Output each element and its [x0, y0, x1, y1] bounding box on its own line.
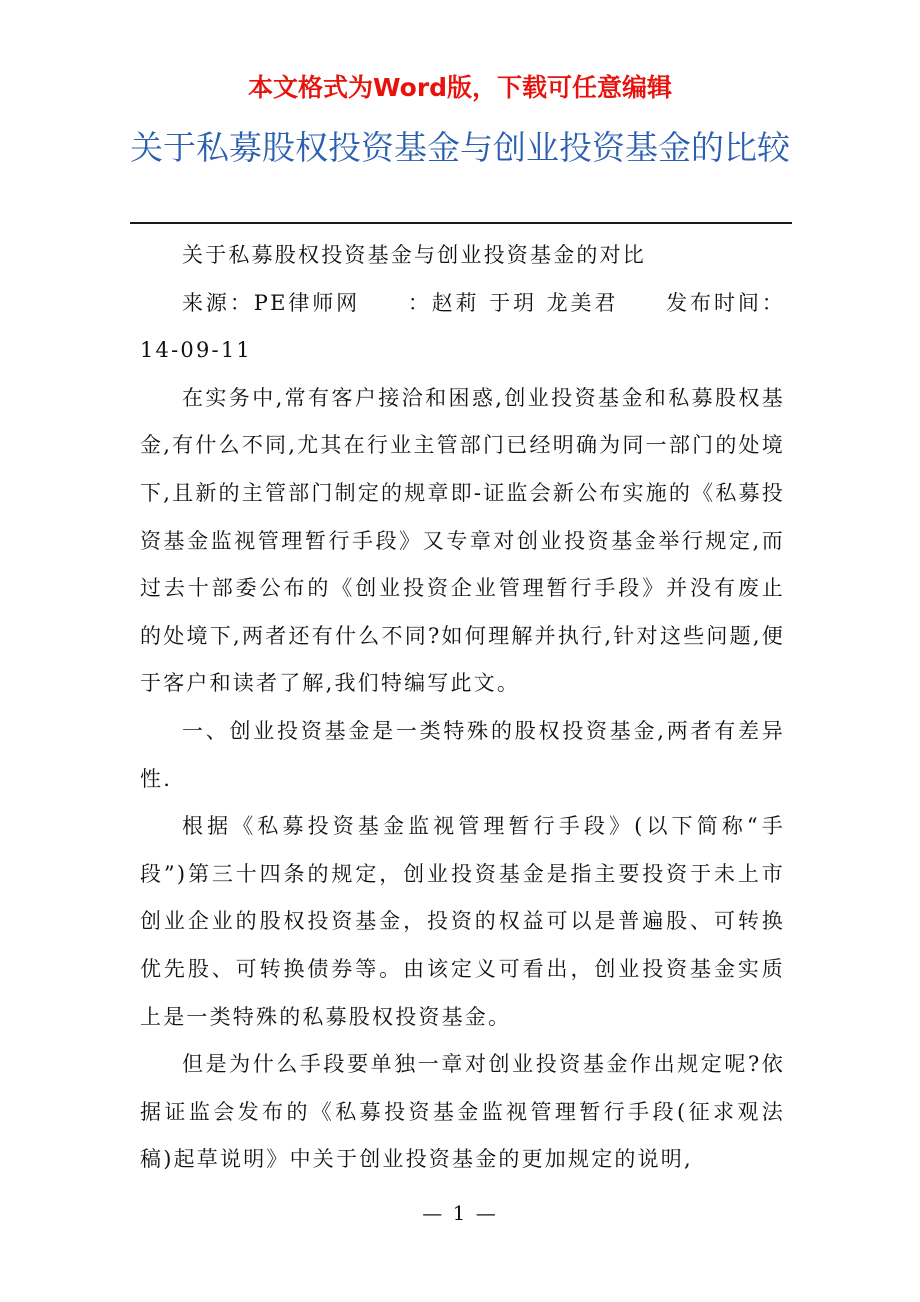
- basis-paragraph: 根据《私募投资基金监视管理暂行手段》(以下简称“手段”)第三十四条的规定，创业投资基金是指主要投资于未上市创业企业的股权投资基金，投资的权益可以是普遍股、可转换优先股、可转换债券等。由该定义可看出，创业投资基金实质上是一类特殊的私募股权投资基金。: [140, 814, 785, 1029]
- document-body: [140, 232, 785, 1184]
- source-line: 来源：PE律师网 ：赵莉 于玥 龙美君 发布时间：14-09-11: [140, 290, 785, 363]
- question-paragraph: 但是为什么手段要单独一章对创业投资基金作出规定呢?依据证监会发布的《私募投资基金监视管理暂行手段(征求观法稿)起草说明》中关于创业投资基金的更加规定的说明,: [140, 1052, 785, 1172]
- format-banner: 本文格式为Word版，下载可任意编辑: [247, 73, 673, 102]
- intro-paragraph: 在实务中,常有客户接洽和困惑,创业投资基金和私募股权基金,有什么不同,尤其在行业主管部门已经明确为同一部门的处境下,且新的主管部门制定的规章即-证监会新公布实施的《私募投资基金监视管理暂行手段》又专章对创业投资基金举行规定,而过去十部委公布的《创业投资企业管理暂行手段》并没有废止的处境下,两者还有什么不同?如何理解并执行,针对这些问题,便于客户和读者了解,我们特编写此文。: [140, 385, 785, 696]
- title-divider: [130, 222, 792, 224]
- document-title: 关于私募股权投资基金与创业投资基金的比较: [130, 128, 790, 167]
- section-heading-1: 一、创业投资基金是一类特殊的股权投资基金,两者有差异性.: [140, 718, 785, 791]
- page-number: — 1 —: [422, 1201, 498, 1225]
- subtitle-paragraph: 关于私募股权投资基金与创业投资基金的对比: [182, 243, 646, 267]
